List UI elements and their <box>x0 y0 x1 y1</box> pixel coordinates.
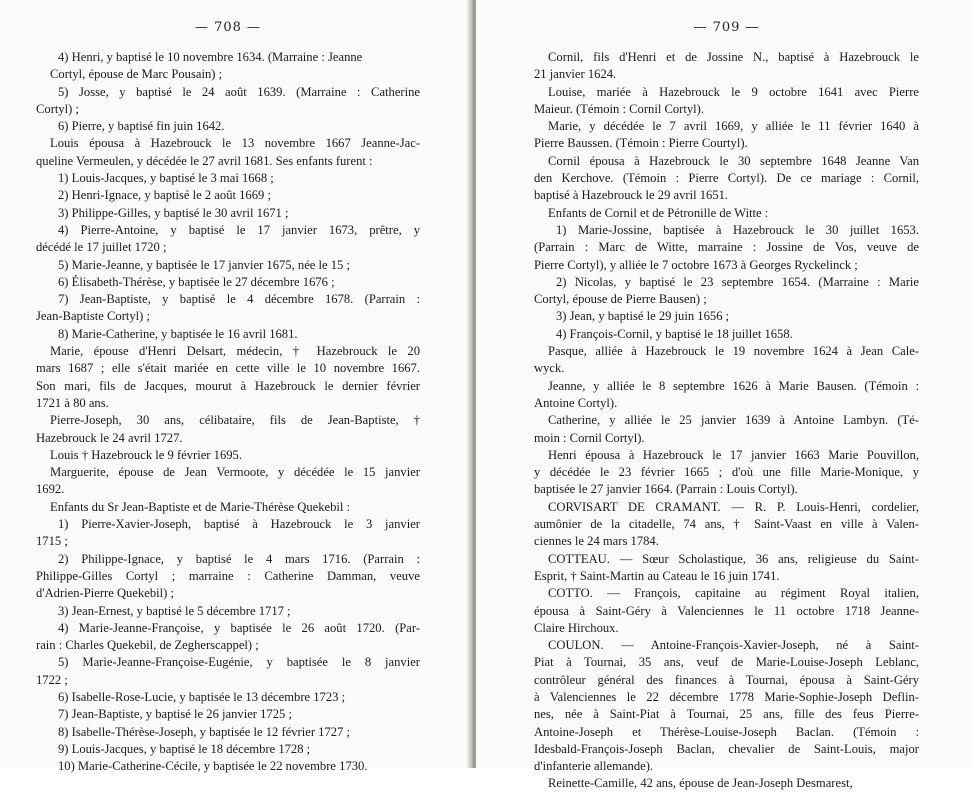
text-line: 5) Josse, y baptisé le 24 août 1639. (Marraine : Catherine <box>58 84 420 99</box>
text-line: baptisée le 27 janvier 1664. (Parrain : Louis Cortyl). <box>534 482 798 497</box>
text-line: Son mari, fils de Jacques, mourut à Hazebrouck le dernier février <box>36 378 420 393</box>
text-line: Pierre Cortyl), y alliée le 7 octobre 1673 à Georges Ryckelinck ; <box>534 257 858 272</box>
text-line: moin : Cornil Cortyl). <box>534 430 645 445</box>
text-line: aumônier de la citadelle, 74 ans, † Saint-Vaast en ville à Valen- <box>534 517 919 532</box>
text-line: 1) Marie-Jossine, baptisée à Hazebrouck le 30 juillet 1653. <box>556 222 919 237</box>
text-line: ciennes le 24 mars 1784. <box>534 534 659 549</box>
text-line: Marie, épouse d'Henri Delsart, médecin, † Hazebrouck le 20 <box>50 344 420 359</box>
text-line: 7) Jean-Baptiste, y baptisé le 4 décembre 1678. (Parrain : <box>58 292 420 307</box>
text-line: 6) Isabelle-Rose-Lucie, y baptisée le 13 décembre 1723 ; <box>58 689 346 704</box>
text-line: 10) Marie-Catherine-Cécile, y baptisée le 22 novembre 1730. <box>58 759 368 774</box>
text-line: Philippe-Gilles Cortyl ; marraine : Catherine Damman, veuve <box>36 568 420 583</box>
text-line: d'Adrien-Pierre Quekebil) ; <box>36 586 174 601</box>
text-line: 9) Louis-Jacques, y baptisé le 18 décembre 1728 ; <box>58 741 311 756</box>
text-line: CORVISART DE CRAMANT. — R. P. Louis-Henri, cordelier, <box>548 499 919 514</box>
text-line: 5) Marie-Jeanne, y baptisée le 17 janvier 1675, née le 15 ; <box>58 257 350 272</box>
text-line: Piat à Tournai, 35 ans, veuf de Marie-Louise-Joseph Leblanc, <box>534 655 919 670</box>
text-line: Jeanne, y alliée le 8 septembre 1626 à Marie Bausen. (Témoin : <box>548 378 919 393</box>
text-line: Louise, mariée à Hazebrouck le 9 octobre 1641 avec Pierre <box>548 84 919 99</box>
text-line: 4) François-Cornil, y baptisé le 18 juillet 1658. <box>556 326 793 341</box>
text-line: 7) Jean-Baptiste, y baptisé le 26 janvier 1725 ; <box>58 707 292 722</box>
text-line: Pierre Baussen. (Témoin : Pierre Courtyl). <box>534 136 748 151</box>
page-number: — 708 — <box>194 20 262 35</box>
text-line: contrôleur général des finances à Tournai, épousa à Saint-Géry <box>534 672 919 687</box>
text-line: Maieur. (Témoin : Cornil Cortyl). <box>534 101 704 116</box>
text-line: 4) Marie-Jeanne-Françoise, y baptisée le 26 août 1720. (Par- <box>58 620 420 635</box>
text-line: Pierre-Joseph, 30 ans, célibataire, fils de Jean-Baptiste, † <box>50 413 420 428</box>
text-line: COULON. — Antoine-François-Xavier-Joseph, né à Saint- <box>548 638 919 653</box>
text-line: 1692. <box>36 482 65 497</box>
text-line: nes, née à Saint-Piat à Tournai, 25 ans, fille des feus Pierre- <box>534 707 919 722</box>
text-line: Cortyl) ; <box>36 101 80 116</box>
text-line: à Valenciennes le 22 décembre 1778 Marie-Sophie-Joseph Deflin- <box>534 689 919 704</box>
text-line: Cornil, fils d'Henri et de Jossine N., baptisé à Hazebrouck le <box>548 50 919 64</box>
text-line: Idesbald-François-Joseph Baclan, chevalier de Saint-Louis, major <box>534 741 919 756</box>
text-line: Hazebrouck le 24 avril 1727. <box>36 430 183 445</box>
page-number: — 709 — <box>693 20 760 35</box>
text-line: Cortyl, épouse de Pierre Bausen) ; <box>534 292 707 307</box>
page-text <box>534 49 919 793</box>
text-line: Enfants de Cornil et de Pétronille de Witte : <box>548 205 769 220</box>
text-line: Antoine Cortyl). <box>534 395 618 410</box>
text-line: COTTEAU. — Sœur Scholastique, 36 ans, religieuse du Saint- <box>548 551 919 566</box>
text-line: Reinette-Camille, 42 ans, épouse de Jean-Joseph Desmarest, <box>548 776 853 791</box>
text-line: 1721 à 80 ans. <box>36 395 109 410</box>
text-line: Pasque, alliée à Hazebrouck le 19 novembre 1624 à Jean Cale- <box>548 344 919 359</box>
text-line: baptisé à Hazebrouck le 29 avril 1651. <box>534 188 729 203</box>
text-line: 5) Marie-Jeanne-Françoise-Eugénie, y baptisée le 8 janvier <box>58 655 420 670</box>
text-line: Henri épousa à Hazebrouck le 17 janvier 1663 Marie Pouvillon, <box>548 447 919 462</box>
text-line: y décédée le 23 février 1665 ; d'où une fille Marie-Monique, y <box>534 465 919 480</box>
text-line: Marguerite, épouse de Jean Vermoote, y décédée le 15 janvier <box>50 465 420 480</box>
page-text <box>36 49 420 775</box>
right-page <box>476 0 971 791</box>
text-line: Louis épousa à Hazebrouck le 13 novembre 1667 Jeanne-Jac- <box>50 136 420 151</box>
text-line: Cornil épousa à Hazebrouck le 30 septembre 1648 Jeanne Van <box>548 153 919 168</box>
text-line: 1) Pierre-Xavier-Joseph, baptisé à Hazebrouck le 3 janvier <box>58 517 420 532</box>
text-line: Marie, y décédée le 7 avril 1669, y alliée le 11 février 1640 à <box>548 119 919 134</box>
text-line: 3) Jean-Ernest, y baptisé le 5 décembre 1717 ; <box>58 603 291 618</box>
left-page <box>0 0 470 774</box>
text-line: den Kerchove. (Témoin : Pierre Cortyl). De ce mariage : Cornil, <box>534 171 919 186</box>
text-line: COTTO. — François, capitaine au régiment Royal italien, <box>548 586 919 601</box>
text-line: rain : Charles Quekebil, de Zegherscappel) ; <box>36 638 259 653</box>
text-line: 3) Jean, y baptisé le 29 juin 1656 ; <box>556 309 730 324</box>
text-line: 8) Isabelle-Thérèse-Joseph, y baptisée le 12 février 1727 ; <box>58 724 350 739</box>
text-line: mars 1687 ; elle s'était mariée en cette ville le 10 novembre 1667. <box>36 361 420 376</box>
text-line: 6) Élisabeth-Thérèse, y baptisée le 27 décembre 1676 ; <box>58 274 335 289</box>
text-line: 1715 ; <box>36 534 68 549</box>
text-line: Jean-Baptiste Cortyl) ; <box>36 309 151 324</box>
text-line: 4) Henri, y baptisé le 10 novembre 1634. (Marraine : Jeanne <box>58 50 363 64</box>
text-line: 2) Nicolas, y baptisé le 23 septembre 1654. (Marraine : Marie <box>556 274 919 289</box>
text-line: Claire Hirchoux. <box>534 620 619 635</box>
text-line: Esprit, † Saint-Martin au Cateau le 16 juin 1741. <box>534 568 780 583</box>
text-line: (Parrain : Marc de Witte, marraine : Jossine de Vos, veuve de <box>534 240 919 255</box>
text-line: 8) Marie-Catherine, y baptisée le 16 avril 1681. <box>58 326 298 341</box>
text-line: 2) Henri-Ignace, y baptisé le 2 août 1669 ; <box>58 188 271 203</box>
text-line: 4) Pierre-Antoine, y baptisé le 17 janvier 1673, prêtre, y <box>58 222 420 237</box>
text-line: Cortyl, épouse de Marc Pousain) ; <box>50 67 223 82</box>
text-line: épousa à Saint-Géry à Valenciennes le 11 octobre 1718 Jeanne- <box>534 603 919 618</box>
text-line: queline Vermeulen, y décédée le 27 avril 1681. Ses enfants furent : <box>36 153 373 168</box>
text-line: 1722 ; <box>36 672 68 687</box>
text-line: décédé le 17 juillet 1720 ; <box>36 240 167 255</box>
text-line: 3) Philippe-Gilles, y baptisé le 30 avril 1671 ; <box>58 205 289 220</box>
text-line: 1) Louis-Jacques, y baptisé le 3 mai 1668 ; <box>58 171 274 186</box>
text-line: 6) Pierre, y baptisé fin juin 1642. <box>58 119 225 134</box>
text-line: 2) Philippe-Ignace, y baptisé le 4 mars 1716. (Parrain : <box>58 551 420 566</box>
text-line: Louis † Hazebrouck le 9 février 1695. <box>50 447 242 462</box>
text-line: d'infanterie allemande). <box>534 759 654 774</box>
text-line: 21 janvier 1624. <box>534 67 617 82</box>
text-line: wyck. <box>534 361 565 376</box>
text-line: Antoine-Joseph et Thérèse-Louise-Joseph Baclan. (Témoin : <box>534 724 919 739</box>
text-line: Catherine, y alliée le 25 janvier 1639 à Antoine Lambyn. (Té- <box>548 413 919 428</box>
text-line: Enfants du Sr Jean-Baptiste et de Marie-Thérèse Quekebil : <box>50 499 351 514</box>
